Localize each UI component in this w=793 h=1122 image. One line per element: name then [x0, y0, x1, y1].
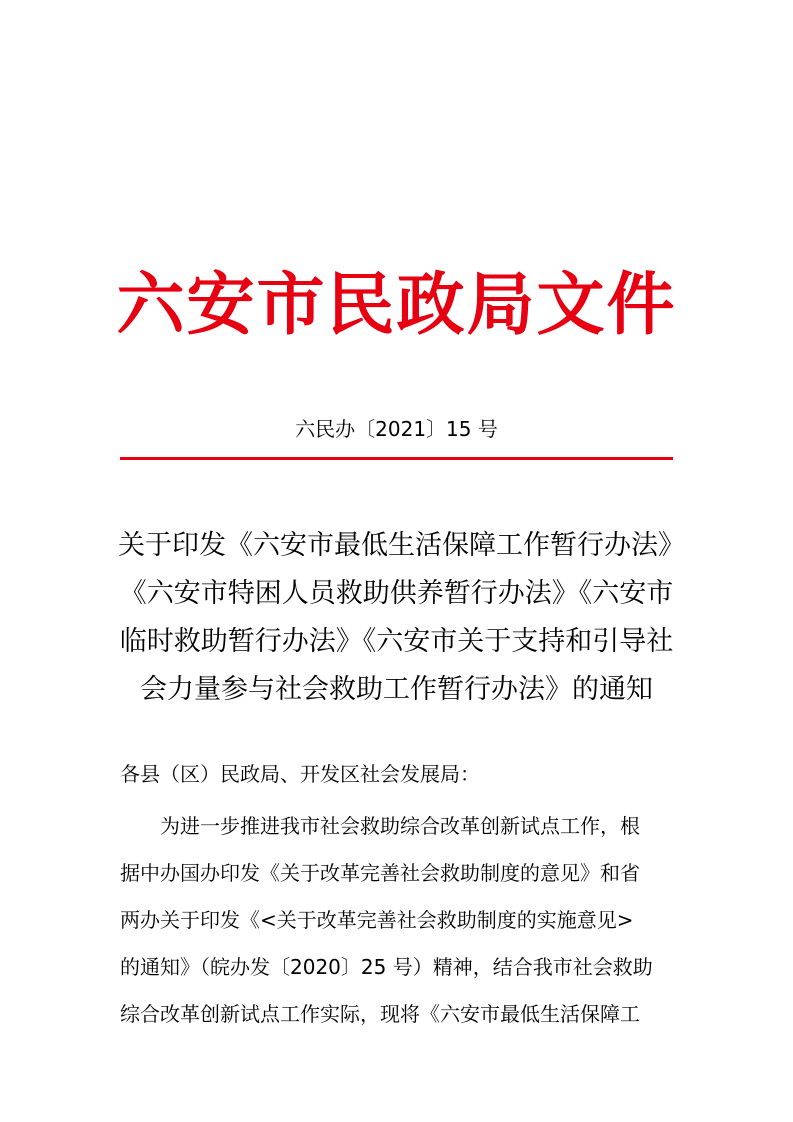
body-paragraph	[120, 803, 673, 1038]
body-line: 综合改革创新试点工作实际，现将《六安市最低生活保障工	[120, 1002, 640, 1026]
notice-title-line: 关于印发《六安市最低生活保障工作暂行办法》	[118, 530, 685, 561]
issuer-header: 六安市民政局文件	[116, 265, 677, 345]
notice-title	[118, 522, 685, 714]
salutation: 各县（区）民政局、开发区社会发展局：	[120, 762, 480, 786]
document-number: 六民办〔2021〕15 号	[295, 417, 498, 441]
notice-title-line: 会力量参与社会救助工作暂行办法》的通知	[140, 674, 653, 705]
body-line: 的通知》（皖办发〔2020〕25 号）精神，结合我市社会救助	[120, 955, 653, 979]
body-line: 据中办国办印发《关于改革完善社会救助制度的意见》和省	[120, 861, 640, 885]
notice-title-line: 临时救助暂行办法》《六安市关于支持和引导社	[119, 626, 674, 657]
red-divider-line	[120, 457, 673, 460]
body-line: 为进一步推进我市社会救助综合改革创新试点工作，根	[160, 814, 640, 838]
body-line: 两办关于印发《<关于改革完善社会救助制度的实施意见>	[120, 908, 634, 932]
notice-title-line: 《六安市特困人员救助供养暂行办法》《六安市	[119, 578, 674, 609]
